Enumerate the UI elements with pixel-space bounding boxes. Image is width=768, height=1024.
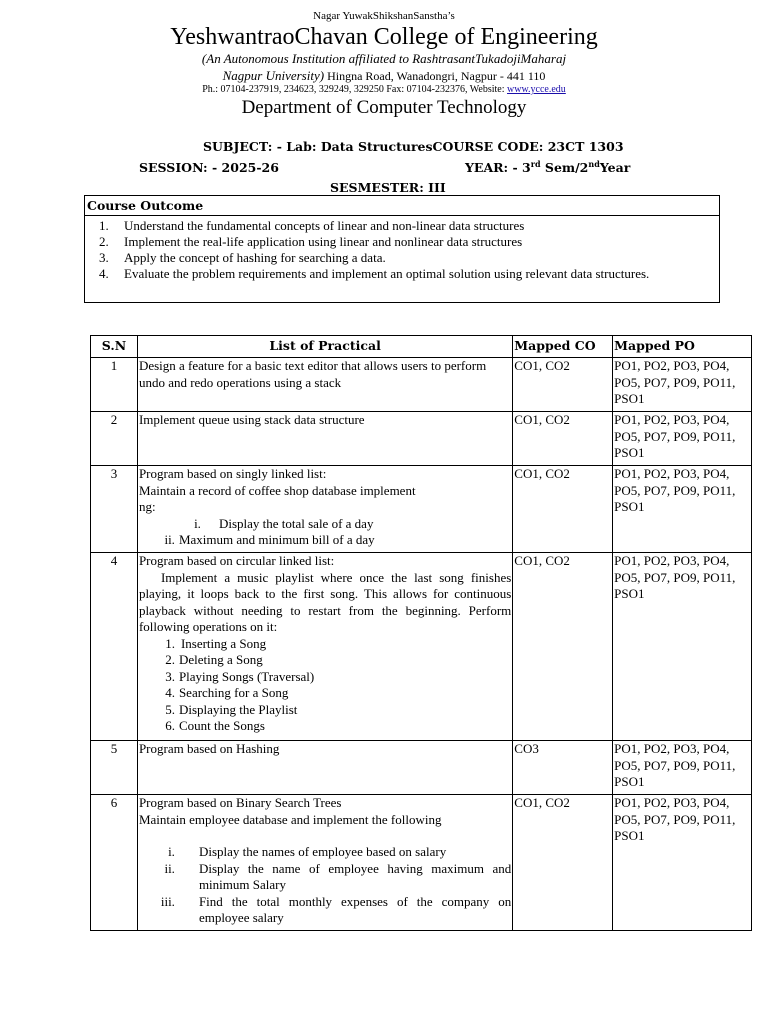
subitem-text: Count the Songs	[178, 718, 265, 733]
practical-subitem	[139, 516, 511, 533]
row-mapped-co: CO1, CO2	[513, 466, 613, 553]
year-suffix: Year	[599, 160, 631, 175]
table-row	[91, 795, 752, 931]
practical-subitem	[139, 636, 511, 653]
department-name: Department of Computer Technology	[241, 97, 527, 118]
practical-title: Program based on circular linked list:	[138, 553, 335, 568]
subitem-number: i.	[168, 844, 175, 859]
co-item-text: Understand the fundamental concepts of linear and non-linear data structures	[124, 218, 525, 233]
subitem-text: Maximum and minimum bill of a day	[178, 532, 375, 547]
co-item-text: Implement the real-life application using linear and nonlinear data structures	[124, 234, 523, 249]
practical-subitem	[139, 669, 511, 686]
session-line: SESSION: - 2025-26	[139, 160, 279, 175]
row-practical	[137, 466, 512, 553]
row-sn: 2	[91, 412, 138, 466]
college-name: YeshwantraoChavan College of Engineering	[170, 24, 598, 50]
practical-subitem	[139, 894, 511, 927]
practical-description: Implement a music playlist where once the last song finishes playing, it loops back to the first song. This allows for continuous playback without needing to restart from the beginning. Perform following operations on it:	[138, 569, 512, 634]
co-item-number: 3.	[99, 250, 109, 265]
practical-subitem	[139, 702, 511, 719]
course-outcome-item	[99, 218, 715, 234]
practical-title: Program based on Binary Search Trees	[138, 795, 342, 810]
row-practical	[137, 358, 512, 412]
practical-title: Program based on singly linked list:	[138, 466, 327, 481]
contact-numbers: Ph.: 07104-237919, 234623, 329249, 329250 Fax: 07104-232376, Website:	[202, 84, 508, 95]
practical-subitem	[139, 652, 511, 669]
year-line	[465, 160, 630, 175]
practical-description: Maintain employee database and implement the following	[138, 811, 442, 827]
table-row	[91, 466, 752, 553]
subitem-number: 2.	[165, 652, 175, 667]
row-mapped-co: CO1, CO2	[513, 412, 613, 466]
header-list-of-practical: List of Practical	[137, 336, 512, 358]
subitem-text: Displaying the Playlist	[178, 701, 298, 717]
subitem-text: Deleting a Song	[178, 652, 263, 667]
contact-line	[0, 84, 768, 95]
practical-subitem	[139, 685, 511, 702]
row-mapped-po: PO1, PO2, PO3, PO4, PO5, PO7, PO9, PO11, PSO1	[613, 741, 752, 795]
subitem-number: iii.	[160, 893, 175, 909]
affiliation-university: Nagpur University)	[222, 68, 325, 83]
affiliation-line-2	[0, 68, 768, 84]
website-link[interactable]: www.ycce.edu	[507, 84, 566, 95]
table-row	[91, 358, 752, 412]
table-row	[91, 553, 752, 741]
practical-title: Design a feature for a basic text editor that allows users to perform undo and redo operations using a stack	[138, 358, 487, 390]
table-row	[91, 412, 752, 466]
year-prefix: YEAR: - 3	[465, 160, 531, 175]
subitem-number: ii.	[164, 532, 175, 547]
subject-line: SUBJECT: - Lab: Data StructuresCOURSE CODE: 23CT 1303	[203, 139, 624, 154]
subitem-text: Display the name of employee having maximum and minimum Salary	[198, 860, 512, 892]
subitem-number: i.	[194, 515, 201, 531]
practical-subitem	[139, 844, 511, 861]
co-item-number: 1.	[99, 218, 109, 233]
table-header-row	[91, 336, 752, 358]
course-outcome-item	[99, 266, 715, 282]
row-practical	[137, 795, 512, 931]
practical-subitem	[139, 532, 511, 549]
row-mapped-po: PO1, PO2, PO3, PO4, PO5, PO7, PO9, PO11, PSO1	[613, 553, 752, 741]
co-item-number: 2.	[99, 234, 109, 249]
course-outcome-item	[99, 250, 715, 266]
college-address: Hingna Road, Wanadongri, Nagpur - 441 110	[324, 69, 546, 83]
row-mapped-co: CO1, CO2	[513, 553, 613, 741]
practical-table	[90, 335, 752, 931]
course-outcome-title: Course Outcome	[85, 196, 719, 216]
row-sn: 3	[91, 466, 138, 553]
row-mapped-po: PO1, PO2, PO3, PO4, PO5, PO7, PO9, PO11, PSO1	[613, 795, 752, 931]
practical-description: Maintain a record of coffee shop database implement	[138, 482, 416, 498]
course-outcome-item	[99, 234, 715, 250]
row-mapped-po: PO1, PO2, PO3, PO4, PO5, PO7, PO9, PO11, PSO1	[613, 466, 752, 553]
practical-description-cont: ng:	[138, 499, 156, 514]
subitem-number: 5.	[165, 701, 175, 717]
row-sn: 6	[91, 795, 138, 931]
row-sn: 5	[91, 741, 138, 795]
year-sup-nd: nd	[588, 158, 600, 169]
subitem-number: 3.	[165, 668, 175, 684]
practical-subitem	[139, 718, 511, 735]
course-outcome-box	[84, 195, 720, 303]
co-item-text: Apply the concept of hashing for searching a data.	[124, 250, 386, 265]
row-mapped-po: PO1, PO2, PO3, PO4, PO5, PO7, PO9, PO11, PSO1	[613, 412, 752, 466]
subitem-text: Find the total monthly expenses of the company on employee salary	[198, 893, 512, 925]
society-name: Nagar YuwakShikshanSanstha’s	[313, 10, 455, 22]
subitem-text: Searching for a Song	[178, 685, 289, 700]
row-practical	[137, 412, 512, 466]
header-mapped-po: Mapped PO	[613, 336, 752, 358]
year-sup-rd: rd	[530, 158, 541, 169]
header-sn: S.N	[91, 336, 138, 358]
subitem-number: 6.	[165, 718, 175, 733]
semester-line: SESMESTER: III	[330, 180, 446, 195]
course-outcome-list	[85, 216, 719, 282]
row-sn: 1	[91, 358, 138, 412]
row-mapped-co: CO3	[513, 741, 613, 795]
subitem-text: Display the names of employee based on salary	[198, 844, 447, 859]
subitem-number: 4.	[165, 685, 175, 700]
row-mapped-co: CO1, CO2	[513, 795, 613, 931]
practical-subitem	[139, 861, 511, 894]
subitem-number: 1.	[165, 635, 175, 651]
table-row	[91, 741, 752, 795]
row-mapped-po: PO1, PO2, PO3, PO4, PO5, PO7, PO9, PO11, PSO1	[613, 358, 752, 412]
row-sn: 4	[91, 553, 138, 741]
subitem-number: ii.	[164, 860, 175, 876]
row-practical	[137, 741, 512, 795]
subitem-text: Display the total sale of a day	[218, 515, 374, 531]
subitem-text: Playing Songs (Traversal)	[178, 668, 315, 684]
year-mid: Sem/2	[540, 160, 589, 175]
co-item-text: Evaluate the problem requirements and implement an optimal solution using relevant data structures.	[124, 266, 650, 281]
row-practical	[137, 553, 512, 741]
co-item-number: 4.	[99, 266, 109, 281]
practical-title: Program based on Hashing	[138, 741, 280, 756]
row-mapped-co: CO1, CO2	[513, 358, 613, 412]
affiliation-line-1: (An Autonomous Institution affiliated to RashtrasantTukadojiMaharaj	[201, 51, 567, 66]
header-mapped-co: Mapped CO	[513, 336, 613, 358]
practical-title: Implement queue using stack data structure	[138, 412, 365, 427]
subitem-text: Inserting a Song	[180, 635, 267, 651]
